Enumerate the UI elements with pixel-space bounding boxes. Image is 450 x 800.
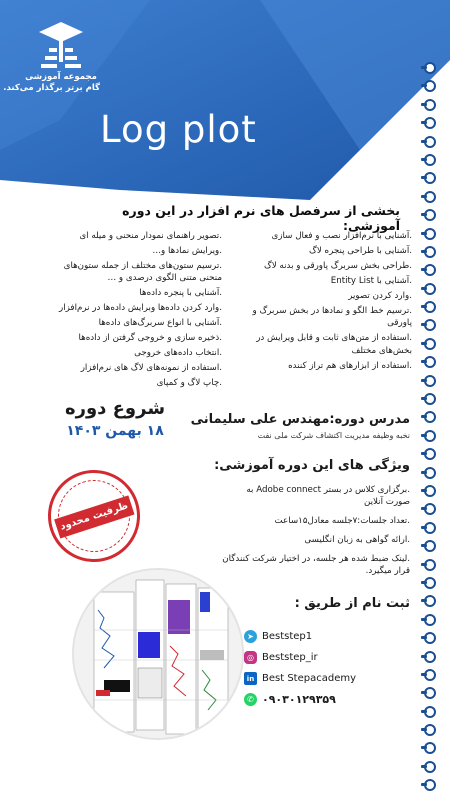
- spiral-ring: [424, 779, 436, 791]
- syllabus-item: .وارد کردن داده‌ها وبرایش داده‌ها در نرم‌افزار: [59, 303, 222, 314]
- spiral-ring: [424, 375, 436, 387]
- teacher-name: مدرس دوره:مهندس علی سلیمانی: [190, 412, 410, 427]
- spiral-ring: [424, 356, 436, 368]
- spiral-ring: [424, 522, 436, 534]
- syllabus-item: .ویرایش نمادها و…: [152, 246, 222, 256]
- syllabus-heading: بخشی از سرفصل های نرم افزار در این دوره آموزشی:: [122, 203, 400, 233]
- limited-capacity-stamp: [36, 458, 152, 574]
- spiral-ring: [424, 687, 436, 699]
- linkedin-icon: in: [244, 672, 257, 685]
- syllabus-item: .انتخاب داده‌های خروجی: [134, 348, 222, 359]
- contact-list: [244, 626, 414, 710]
- contact-phone: ۰۹۰۳۰۱۲۹۳۵۹: [262, 693, 336, 706]
- spiral-ring: [424, 319, 436, 331]
- contact-telegram[interactable]: [244, 626, 414, 647]
- brand-tagline: گام برتر برگذار می‌کند.: [3, 83, 100, 93]
- spiral-ring: [424, 209, 436, 221]
- brand-logo: [3, 14, 100, 94]
- syllabus-item: .استفاده از متن‌های ثابت و قابل ویرایش در بخش‌های مختلف: [256, 333, 412, 356]
- spiral-ring: [424, 154, 436, 166]
- brand-name: مجموعه آموزشی: [25, 72, 97, 82]
- syllabus-item: .آشنایی با پنجره داده‌ها: [139, 288, 222, 299]
- spiral-ring: [424, 264, 436, 276]
- register-heading: ثبت نام از طریق :: [294, 596, 410, 611]
- spiral-ring: [424, 669, 436, 681]
- syllabus-item: .ترسیم ستون‌های مختلف از جمله ستون‌های منحنی متنی الگوی درصدی و …: [63, 261, 222, 284]
- spiral-binding: [424, 62, 444, 800]
- syllabus-item: .آشنایی با Entity List: [330, 276, 412, 286]
- syllabus-item: .ذخیره سازی و خروجی گرفتن از داده‌ها: [78, 333, 222, 344]
- contact-label: Best Stepacademy: [262, 673, 357, 684]
- telegram-icon: ➤: [244, 630, 257, 643]
- spiral-ring: [424, 338, 436, 350]
- whatsapp-icon: ✆: [244, 693, 257, 706]
- feature-item: .تعداد جلسات:۷جلسه معادل۱۵ساعت: [274, 516, 410, 526]
- spiral-ring: [424, 761, 436, 773]
- spiral-ring: [424, 559, 436, 571]
- spiral-ring: [424, 228, 436, 240]
- spiral-ring: [424, 724, 436, 736]
- stamp-label: ظرفیت محدود: [54, 495, 134, 538]
- spiral-ring: [424, 117, 436, 129]
- spiral-ring: [424, 577, 436, 589]
- spiral-ring: [424, 99, 436, 111]
- syllabus-item: .وارد کردن تصویر: [348, 291, 412, 301]
- spiral-ring: [424, 172, 436, 184]
- teacher-info: [170, 412, 410, 440]
- spiral-ring: [424, 540, 436, 552]
- contact-label: Beststep1: [262, 631, 313, 642]
- syllabus-item: .ترسیم خط الگو و نمادها در بخش سربرگ و پاورقی: [252, 306, 412, 329]
- syllabus-item: .استفاده از نمونه‌های لاگ های نرم‌افزار: [80, 363, 222, 374]
- spiral-ring: [424, 485, 436, 497]
- features-list: [220, 484, 410, 584]
- contact-linkedin[interactable]: [244, 668, 414, 689]
- spiral-ring: [424, 393, 436, 405]
- syllabus-item: .چاپ لاگ و کمپای: [156, 378, 222, 389]
- spiral-ring: [424, 283, 436, 295]
- teacher-role: نخبه وظیفه مدیریت اکتشاف شرکت ملی نفت: [257, 431, 410, 440]
- spiral-ring: [424, 448, 436, 460]
- spiral-ring: [424, 595, 436, 607]
- feature-item: .لینک ضبط شده هر جلسه، در اختیار شرکت کنندگان قرار میگیرد.: [222, 554, 410, 576]
- spiral-ring: [424, 191, 436, 203]
- course-start-date: ۱۸ بهمن ۱۴۰۳: [66, 423, 164, 439]
- spiral-ring: [424, 632, 436, 644]
- log-plot-preview-image: [72, 568, 244, 740]
- instagram-icon: ◎: [244, 651, 257, 664]
- contact-whatsapp[interactable]: [244, 689, 414, 710]
- spiral-ring: [424, 503, 436, 515]
- spiral-ring: [424, 430, 436, 442]
- syllabus-column-left: [40, 230, 222, 392]
- contact-instagram[interactable]: [244, 647, 414, 668]
- spiral-ring: [424, 301, 436, 313]
- features-heading: ویژگی های این دوره آموزشی:: [214, 458, 410, 473]
- syllabus-item: .آشنایی با انواع سربرگ‌های داده‌ها: [98, 318, 222, 329]
- course-start: [55, 398, 175, 439]
- spiral-ring: [424, 614, 436, 626]
- syllabus-item: .طراحی بخش سربرگ پاورقی و بدنه لاگ: [263, 261, 412, 271]
- spiral-ring: [424, 411, 436, 423]
- syllabus-item: .استفاده از ابزارهای هم تراز کننده: [288, 360, 412, 371]
- feature-item: .ارائه گواهی به زبان انگلیسی: [304, 535, 410, 545]
- spiral-ring: [424, 80, 436, 92]
- graduation-cap-icon: [33, 14, 89, 72]
- syllabus-column-right: [230, 230, 412, 375]
- page-title: Log plot: [100, 108, 257, 151]
- contact-label: Beststep_ir: [262, 652, 318, 663]
- spiral-ring: [424, 246, 436, 258]
- course-start-title: شروع دوره: [64, 398, 166, 419]
- spiral-ring: [424, 651, 436, 663]
- syllabus-item: .تصویر راهنمای نمودار منحنی و میله ای: [79, 231, 222, 241]
- spiral-ring: [424, 136, 436, 148]
- syllabus-item: .آشنایی با طراحی پنجره لاگ: [309, 246, 412, 256]
- spiral-ring: [424, 742, 436, 754]
- syllabus-item: .آشنایی با نرم‌افزار نصب و فعال سازی: [271, 231, 412, 241]
- spiral-ring: [424, 62, 436, 74]
- feature-item: .برگزاری کلاس در بستر Adobe connect به صورت آنلاین: [246, 485, 410, 507]
- spiral-ring: [424, 467, 436, 479]
- spiral-ring: [424, 706, 436, 718]
